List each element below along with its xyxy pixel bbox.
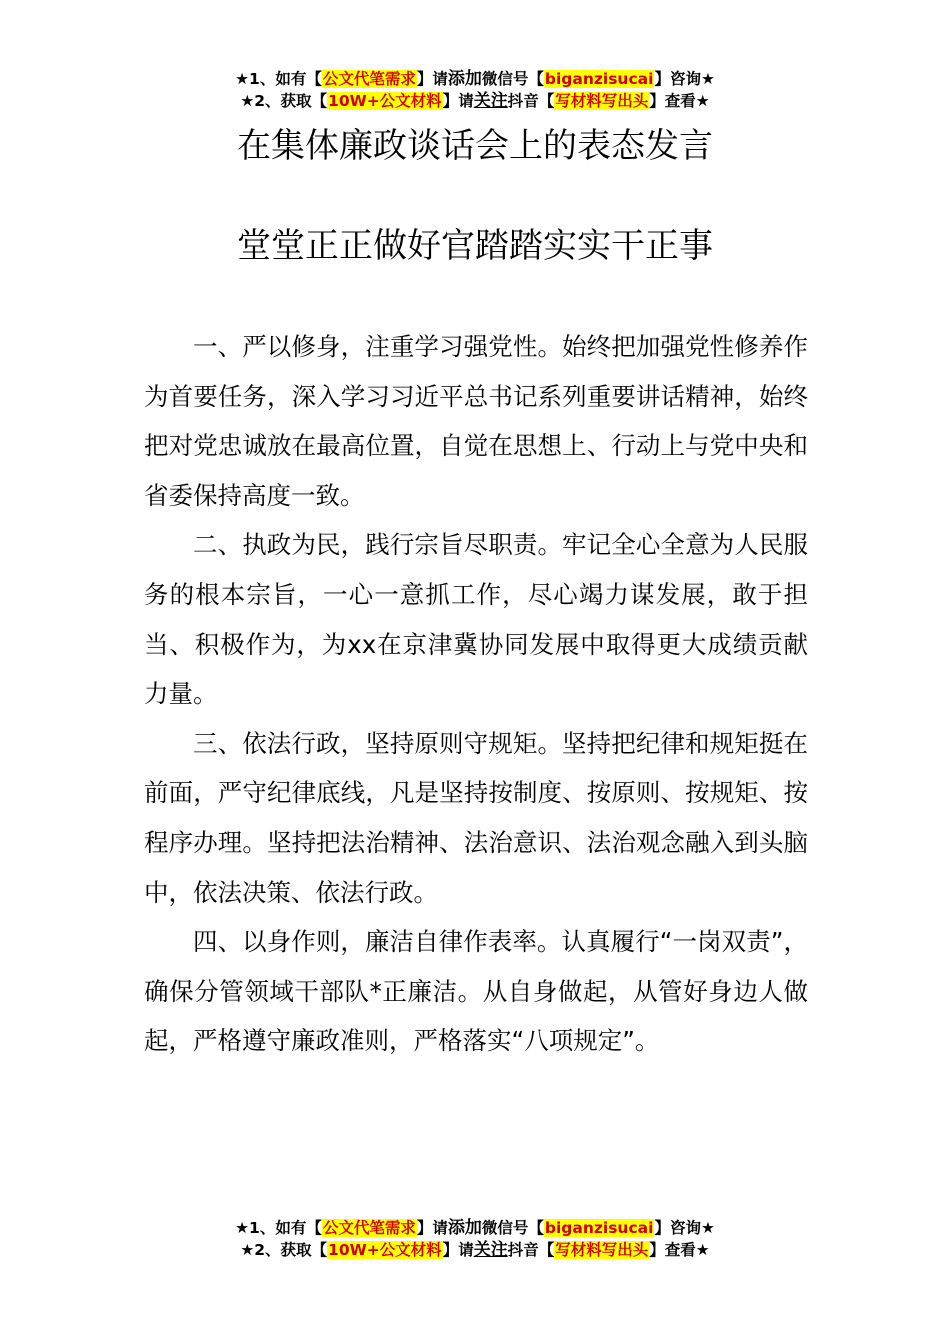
banner-wechat-id: biganzisucai [544, 1219, 654, 1237]
banner-highlight: 10W+公文材料 [328, 1241, 442, 1259]
paragraph: 一、严以修身，注重学习强党性。始终把加强党性修养作为首要任务，深入学习习近平总书记系列重要讲话精神，始终把对党忠诚放在最高位置，自觉在思想上、行动上与党中央和省委保持高度一致。 [144, 332, 808, 510]
banner-line-2: ★2、获取【10W+公文材料】请关注抖音【写材料写出头】查看★ [240, 1240, 710, 1260]
footer-banner [0, 1217, 950, 1261]
banner-wechat-id: biganzisucai [544, 70, 654, 88]
banner-highlight: 公文代笔需求 [322, 70, 416, 88]
banner-highlight: 10W+公文材料 [328, 92, 442, 110]
banner-line-1: ★1、如有【公文代笔需求】请添加微信号【biganzisucai】咨询★ [235, 1218, 715, 1238]
banner-douyin-id: 写材料写出头 [555, 92, 649, 110]
paragraph: 三、依法行政，坚持原则守规矩。坚持把纪律和规矩挺在前面，严守纪律底线，凡是坚持按制度、按原则、按规矩、按程序办理。坚持把法治精神、法治意识、法治观念融入到头脑中，依法决策、依法行政。 [144, 728, 808, 907]
banner-douyin-id: 写材料写出头 [555, 1241, 649, 1259]
paragraph: 二、执政为民，践行宗旨尽职责。牢记全心全意为人民服务的根本宗旨，一心一意抓工作，尽心竭力谋发展，敢于担当、积极作为，为xx在京津冀协同发展中取得更大成绩贡献力量。 [144, 530, 808, 709]
banner-highlight: 公文代笔需求 [322, 1219, 416, 1237]
document-body [144, 322, 808, 1066]
header-banner [0, 68, 950, 112]
banner-line-1: ★1、如有【公文代笔需求】请添加微信号【biganzisucai】咨询★ [235, 69, 715, 89]
document-title: 在集体廉政谈话会上的表态发言 [237, 126, 713, 166]
paragraph: 四、以身作则，廉洁自律作表率。认真履行“一岗双责”，确保分管领域干部队*正廉洁。从自身做起，从管好身边人做起，严格遵守廉政准则，严格落实“八项规定”。 [144, 927, 808, 1056]
banner-line-2: ★2、获取【10W+公文材料】请关注抖音【写材料写出头】查看★ [240, 91, 710, 111]
document-subtitle: 堂堂正正做好官踏踏实实干正事 [237, 226, 713, 266]
